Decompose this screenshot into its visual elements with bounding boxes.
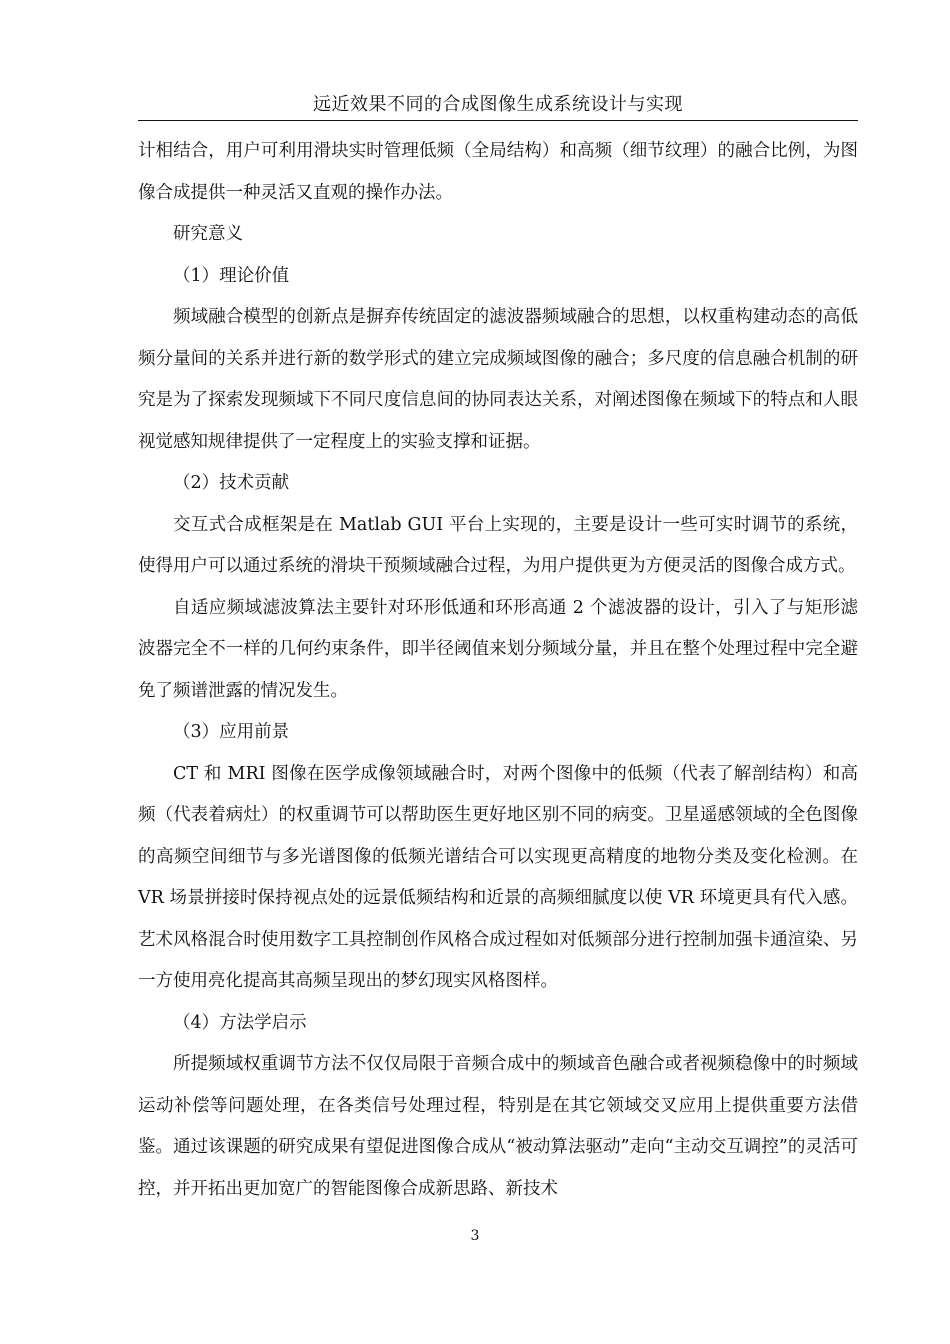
paragraph-continuation: 计相结合，用户可利用滑块实时管理低频（全局结构）和高频（细节纹理）的融合比例，为图像合成提供一种灵活又直观的操作办法。 [138,141,858,203]
body-text [138,131,858,1210]
paragraph-method: 所提频域权重调节方法不仅仅局限于音频合成中的频域音色融合或者视频稳像中的时频域运动补偿等问题处理，在各类信号处理过程，特别是在其它领域交叉应用上提供重要方法借鉴。通过该课题的研究成果有望促进图像合成从“被动算法驱动”走向“主动交互调控”的灵活可控，并开拓出更加宽广的智能图像合成新思路、新技术 [138,1054,858,1199]
subheading-theory: （1）理论价值 [173,265,290,286]
subheading-tech: （2）技术贡献 [173,473,290,493]
paragraph-tech-filter: 自适应频域滤波算法主要针对环形低通和环形高通 2 个滤波器的设计，引入了与矩形滤波器完全不一样的几何约束条件，即半径阈值来划分频域分量，并且在整个处理过程中完全避免了频谱泄露的情况发生。 [138,597,858,701]
paragraph-tech-framework: 交互式合成框架是在 Matlab GUI 平台上实现的，主要是设计一些可实时调节的系统，使得用户可以通过系统的滑块干预频域融合过程，为用户提供更为方便灵活的图像合成方式。 [138,514,858,576]
page-number: 3 [470,1228,480,1244]
header-rule [138,120,858,121]
subheading-application: （3）应用前景 [173,722,290,742]
paragraph-theory: 频域融合模型的创新点是摒弃传统固定的滤波器频域融合的思想，以权重构建动态的高低频分量间的关系并进行新的数学形式的建立完成频域图像的融合；多尺度的信息融合机制的研究是为了探索发现频域下不同尺度信息间的协同表达关系，对阐述图像在频域下的特点和人眼视觉感知规律提供了一定程度上的实验支撑和证据。 [138,307,858,452]
section-heading-significance: 研究意义 [173,224,243,244]
subheading-method: （4）方法学启示 [173,1012,307,1033]
running-header: 远近效果不同的合成图像生成系统设计与实现 [313,94,683,115]
paragraph-application: CT 和 MRI 图像在医学成像领域融合时，对两个图像中的低频（代表了解剖结构）和高频（代表着病灶）的权重调节可以帮助医生更好地区别不同的病变。卫星遥感领域的全色图像的高频空间细节与多光谱图像的低频光谱结合可以实现更高精度的地物分类及变化检测。在 VR 场景拼接时保持视点处的远景低频结构和近景的高频细腻度以使 VR 环境更具有代入感。艺术风格混合时使用数字工具控制创作风格合成过程如对低频部分进行控制加强卡通渲染、另一方使用亮化提高其高频呈现出的梦幻现实风格图样。 [138,763,858,991]
